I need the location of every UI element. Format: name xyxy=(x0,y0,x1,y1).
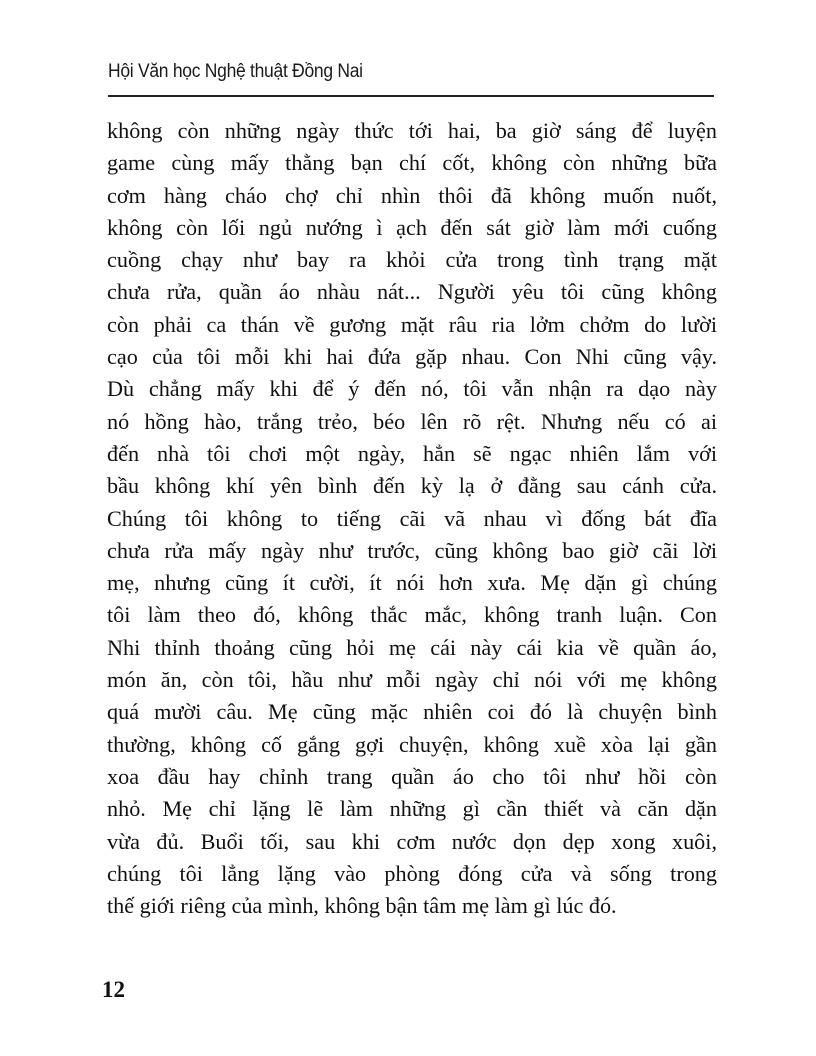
text-line: quá mười câu. Mẹ cũng mặc nhiên coi đó là chuyện bình xyxy=(107,699,717,725)
text-line: nhỏ. Mẹ chỉ lặng lẽ làm những gì cần thiết và căn dặn xyxy=(107,796,717,822)
header-rule xyxy=(108,95,714,97)
text-line: game cùng mấy thằng bạn chí cốt, không còn những bữa xyxy=(107,150,717,176)
body-paragraph xyxy=(107,115,717,922)
text-line: không còn lối ngủ nướng ì ạch đến sát giờ làm mới cuống xyxy=(107,214,717,240)
text-line: xoa đầu hay chỉnh trang quần áo cho tôi như hồi còn xyxy=(107,763,717,789)
page-number: 12 xyxy=(102,977,125,1002)
text-line: tôi làm theo đó, không thắc mắc, không tranh luận. Con xyxy=(107,602,717,628)
text-line: cơm hàng cháo chợ chỉ nhìn thôi đã không muốn nuốt, xyxy=(107,182,717,208)
text-line: cuồng chạy như bay ra khỏi cửa trong tình trạng mặt xyxy=(107,247,717,273)
text-line: đến nhà tôi chơi một ngày, hẳn sẽ ngạc nhiên lắm với xyxy=(107,440,717,466)
text-line: chúng tôi lẳng lặng vào phòng đóng cửa và sống trong xyxy=(107,860,717,886)
text-line: nó hồng hào, trắng trẻo, béo lên rõ rệt. Nhưng nếu có ai xyxy=(107,408,717,434)
text-line: Chúng tôi không to tiếng cãi vã nhau vì đống bát đĩa xyxy=(107,505,717,531)
text-line: cạo của tôi mỗi khi hai đứa gặp nhau. Con Nhi cũng vậy. xyxy=(107,344,717,370)
header-title: Hội Văn học Nghệ thuật Đồng Nai xyxy=(108,61,363,82)
text-line: chưa rửa mấy ngày như trước, cũng không bao giờ cãi lời xyxy=(107,537,717,563)
text-line: chưa rửa, quần áo nhàu nát... Người yêu tôi cũng không xyxy=(107,279,717,305)
text-line: còn phải ca thán về gương mặt râu ria lởm chởm do lười xyxy=(107,311,717,337)
text-line: mẹ, nhưng cũng ít cười, ít nói hơn xưa. Mẹ dặn gì chúng xyxy=(107,570,717,596)
text-line: thường, không cố gắng gợi chuyện, không xuề xòa lại gần xyxy=(107,731,717,757)
running-header xyxy=(108,58,714,86)
text-line: món ăn, còn tôi, hầu như mỗi ngày chỉ nói với mẹ không xyxy=(107,667,717,693)
text-line: không còn những ngày thức tới hai, ba giờ sáng để luyện xyxy=(107,118,717,143)
text-line: thế giới riêng của mình, không bận tâm mẹ làm gì lúc đó. xyxy=(107,893,617,919)
text-line: Nhi thỉnh thoảng cũng hỏi mẹ cái này cái kia về quần áo, xyxy=(107,634,717,660)
text-line: Dù chẳng mấy khi để ý đến nó, tôi vẫn nhận ra dạo này xyxy=(107,376,717,402)
text-line: vừa đủ. Buổi tối, sau khi cơm nước dọn dẹp xong xuôi, xyxy=(107,828,717,854)
text-line: bầu không khí yên bình đến kỳ lạ ở đằng sau cánh cửa. xyxy=(107,473,717,499)
